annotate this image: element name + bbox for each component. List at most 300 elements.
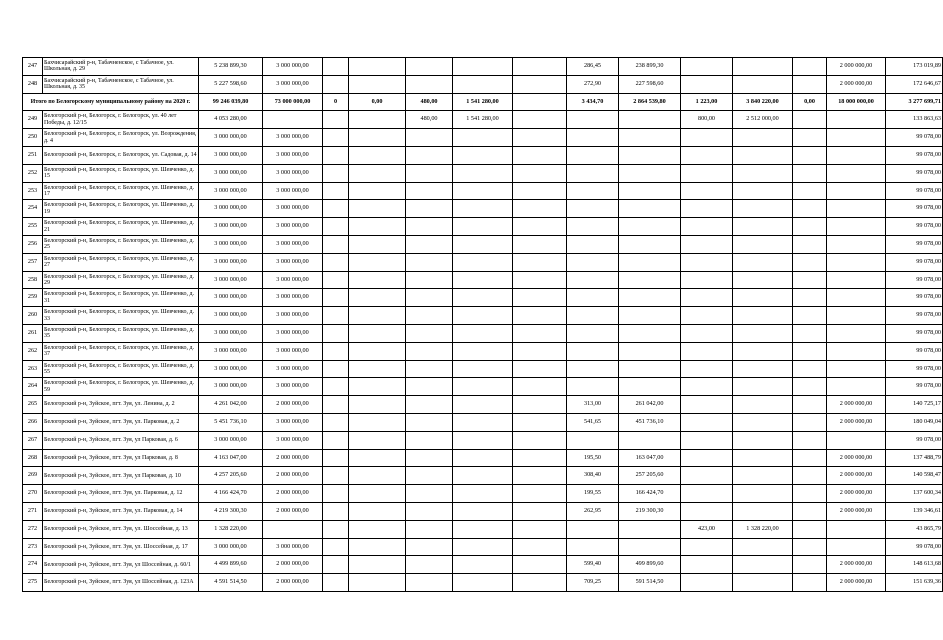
value-cell: 2 000 000,00 [827,556,886,574]
value-cell: 3 000 000,00 [199,218,263,236]
value-cell [733,538,793,556]
value-cell [733,378,793,396]
row-number: 248 [23,75,43,93]
value-cell [513,182,567,200]
value-cell: 3 000 000,00 [263,324,323,342]
value-cell: 3 000 000,00 [263,58,323,76]
address-cell: Белогорский р-н, Белогорск, г. Белогорск, ул. Шевченко, д. 59 [43,378,199,396]
value-cell: 3 000 000,00 [199,164,263,182]
value-cell [567,431,619,449]
value-cell: 199,55 [567,485,619,503]
row-number: 250 [23,129,43,147]
row-number: 261 [23,324,43,342]
value-cell [793,342,827,360]
value-cell: 2 000 000,00 [263,467,323,485]
value-cell: 238 899,30 [619,58,681,76]
value-cell: 5 238 899,30 [199,58,263,76]
value-cell [513,235,567,253]
value-cell: 3 000 000,00 [199,182,263,200]
value-cell [323,485,349,503]
value-cell: 591 514,50 [619,574,681,592]
value-cell [513,75,567,93]
value-cell [513,324,567,342]
value-cell: 163 047,00 [619,449,681,467]
value-cell: 3 000 000,00 [263,360,323,378]
value-cell [453,164,513,182]
value-cell [681,378,733,396]
value-cell: 1 541 280,00 [453,111,513,129]
value-cell [349,129,406,147]
value-cell: 800,00 [681,111,733,129]
value-cell [733,182,793,200]
value-cell: 2 000 000,00 [263,485,323,503]
value-cell [619,342,681,360]
value-cell [323,360,349,378]
value-cell [793,520,827,538]
value-cell [733,342,793,360]
value-cell [513,146,567,164]
row-number: 273 [23,538,43,556]
value-cell: 139 346,61 [886,502,943,520]
value-cell [453,324,513,342]
value-cell [827,271,886,289]
value-cell: 451 736,10 [619,413,681,431]
value-cell [406,449,453,467]
value-cell [681,485,733,503]
value-cell: 5 227 598,60 [199,75,263,93]
value-cell [733,396,793,414]
value-cell [827,182,886,200]
address-cell: Белогорский р-н, Белогорск, г. Белогорск, ул. Садовая, д. 14 [43,146,199,164]
value-cell: 99 078,00 [886,218,943,236]
row-number: 253 [23,182,43,200]
row-number: 268 [23,449,43,467]
value-cell [793,449,827,467]
row-number: 271 [23,502,43,520]
value-cell: 257 205,60 [619,467,681,485]
value-cell: 4 053 280,00 [199,111,263,129]
value-cell [793,574,827,592]
value-cell: 2 000 000,00 [827,574,886,592]
value-cell [513,502,567,520]
value-cell: 261 042,00 [619,396,681,414]
value-cell: 137 600,34 [886,485,943,503]
table-row [23,378,943,396]
value-cell [323,289,349,307]
value-cell [681,182,733,200]
value-cell: 272,90 [567,75,619,93]
value-cell: 3 000 000,00 [263,413,323,431]
value-cell [453,146,513,164]
value-cell [453,431,513,449]
address-cell: Белогорский р-н, Зуйское, пгт. Зуя, ул. Шоссейная, д. 17 [43,538,199,556]
value-cell [567,289,619,307]
value-cell [513,396,567,414]
address-cell: Белогорский р-н, Зуйское, пгт. Зуя, ул. Шоссейная, д. 13 [43,520,199,538]
row-number: 269 [23,467,43,485]
value-cell [733,307,793,325]
address-cell: Белогорский р-н, Белогорск, г. Белогорск, ул. Шевченко, д. 33 [43,307,199,325]
address-cell: Белогорский р-н, Белогорск, г. Белогорск, ул. Шевченко, д. 31 [43,289,199,307]
value-cell [453,342,513,360]
value-cell [349,520,406,538]
value-cell [827,538,886,556]
value-cell: 99 078,00 [886,182,943,200]
value-cell [567,271,619,289]
value-cell [349,253,406,271]
address-cell: Белогорский р-н, Белогорск, г. Белогорск, ул. 40 лет Победы, д. 12/15 [43,111,199,129]
table-row [23,520,943,538]
value-cell [681,342,733,360]
value-cell [567,378,619,396]
value-cell [733,431,793,449]
value-cell [406,146,453,164]
table-row [23,467,943,485]
value-cell: 3 000 000,00 [199,360,263,378]
row-number: 267 [23,431,43,449]
value-cell: 99 078,00 [886,253,943,271]
value-cell [323,218,349,236]
value-cell [513,556,567,574]
value-cell: 3 000 000,00 [263,538,323,556]
row-number: 262 [23,342,43,360]
value-cell [406,485,453,503]
value-cell: 3 000 000,00 [263,253,323,271]
value-cell: 286,45 [567,58,619,76]
value-cell [681,556,733,574]
value-cell: 3 000 000,00 [263,182,323,200]
value-cell [349,502,406,520]
value-cell: 43 865,79 [886,520,943,538]
value-cell [349,271,406,289]
value-cell [619,520,681,538]
address-cell: Белогорский р-н, Белогорск, г. Белогорск, ул. Шевченко, д. 25 [43,235,199,253]
value-cell [323,307,349,325]
value-cell [349,289,406,307]
table-row [23,574,943,592]
row-number: 252 [23,164,43,182]
row-number: 257 [23,253,43,271]
value-cell: 2 000 000,00 [827,58,886,76]
value-cell: 2 864 539,80 [619,93,681,111]
value-cell [619,271,681,289]
value-cell [513,485,567,503]
value-cell [513,342,567,360]
value-cell [513,360,567,378]
value-cell [793,378,827,396]
value-cell [827,235,886,253]
value-cell [406,431,453,449]
value-cell: 99 078,00 [886,307,943,325]
value-cell [619,235,681,253]
value-cell [681,164,733,182]
value-cell: 2 000 000,00 [263,502,323,520]
value-cell [827,164,886,182]
value-cell: 3 000 000,00 [199,289,263,307]
value-cell [349,556,406,574]
value-cell [323,271,349,289]
value-cell: 3 000 000,00 [199,538,263,556]
address-cell: Белогорский р-н, Зуйское, пгт. Зуя, ул. Парковая, д. 2 [43,413,199,431]
row-number: 263 [23,360,43,378]
value-cell [349,396,406,414]
value-cell [733,574,793,592]
value-cell: 3 000 000,00 [199,146,263,164]
value-cell: 2 000 000,00 [263,556,323,574]
address-cell: Белогорский р-н, Белогорск, г. Белогорск, ул. Шевченко, д. 37 [43,342,199,360]
value-cell [827,307,886,325]
value-cell [453,396,513,414]
value-cell: 2 000 000,00 [263,396,323,414]
value-cell [323,502,349,520]
value-cell [681,289,733,307]
value-cell [349,218,406,236]
value-cell [349,485,406,503]
value-cell [263,520,323,538]
value-cell: 2 000 000,00 [827,413,886,431]
value-cell [406,218,453,236]
value-cell [349,342,406,360]
value-cell [323,129,349,147]
value-cell: 423,00 [681,520,733,538]
value-cell: 99 078,00 [886,431,943,449]
value-cell: 541,65 [567,413,619,431]
value-cell [793,396,827,414]
value-cell: 180 049,04 [886,413,943,431]
value-cell [406,75,453,93]
value-cell [681,307,733,325]
value-cell: 137 488,79 [886,449,943,467]
value-cell [323,253,349,271]
value-cell [681,218,733,236]
value-cell [406,467,453,485]
value-cell [619,324,681,342]
value-cell [827,289,886,307]
value-cell: 0 [323,93,349,111]
value-cell [733,502,793,520]
value-cell: 4 261 042,00 [199,396,263,414]
value-cell: 99 246 039,80 [199,93,263,111]
value-cell [453,218,513,236]
value-cell: 1 223,00 [681,93,733,111]
value-cell [323,182,349,200]
value-cell: 3 000 000,00 [263,75,323,93]
value-cell [513,218,567,236]
value-cell [827,342,886,360]
value-cell [827,218,886,236]
value-cell: 3 000 000,00 [263,129,323,147]
value-cell [453,378,513,396]
value-cell: 18 000 000,00 [827,93,886,111]
value-cell [513,164,567,182]
table-row [23,218,943,236]
value-cell [406,182,453,200]
value-cell [513,378,567,396]
table-row [23,235,943,253]
value-cell: 3 000 000,00 [263,235,323,253]
value-cell: 99 078,00 [886,146,943,164]
value-cell: 99 078,00 [886,235,943,253]
value-cell [349,467,406,485]
value-cell [406,342,453,360]
value-cell [453,129,513,147]
value-cell: 219 300,30 [619,502,681,520]
value-cell [323,520,349,538]
value-cell [733,200,793,218]
value-cell [453,520,513,538]
value-cell [733,467,793,485]
value-cell [406,200,453,218]
value-cell [349,75,406,93]
value-cell [323,324,349,342]
row-number: 256 [23,235,43,253]
address-cell: Белогорский р-н, Белогорск, г. Белогорск, ул. Шевченко, д. 17 [43,182,199,200]
value-cell [681,253,733,271]
value-cell [349,360,406,378]
value-cell [827,520,886,538]
value-cell [406,324,453,342]
address-cell: Белогорский р-н, Белогорск, г. Белогорск, ул. Шевченко, д. 27 [43,253,199,271]
address-cell: Бахчисарайский р-н, Табачненское, с Табачное, ул. Школьная, д. 35 [43,75,199,93]
value-cell [453,235,513,253]
value-cell [406,520,453,538]
value-cell [567,146,619,164]
value-cell [793,538,827,556]
table-row [23,146,943,164]
value-cell [793,129,827,147]
value-cell [323,146,349,164]
value-cell [323,164,349,182]
value-cell [793,58,827,76]
value-cell [453,58,513,76]
table-row [23,342,943,360]
value-cell [619,307,681,325]
table-row [23,360,943,378]
value-cell [513,574,567,592]
value-cell [681,129,733,147]
registry-table [22,57,943,592]
value-cell [793,164,827,182]
value-cell [349,111,406,129]
value-cell: 4 219 300,30 [199,502,263,520]
value-cell [406,164,453,182]
value-cell [453,485,513,503]
value-cell [323,342,349,360]
total-label: Итого по Белогорскому муниципальному району на 2020 г. [23,93,199,111]
value-cell [323,58,349,76]
value-cell [323,431,349,449]
value-cell [827,146,886,164]
table-row [23,253,943,271]
value-cell [323,111,349,129]
row-number: 266 [23,413,43,431]
value-cell: 4 163 047,00 [199,449,263,467]
value-cell [793,200,827,218]
value-cell: 3 000 000,00 [263,271,323,289]
value-cell [733,289,793,307]
table-row [23,485,943,503]
value-cell [406,253,453,271]
value-cell [323,449,349,467]
value-cell: 173 019,89 [886,58,943,76]
value-cell [793,556,827,574]
table-row [23,129,943,147]
value-cell [793,111,827,129]
address-cell: Белогорский р-н, Зуйское, пгт. Зуя, ул Парковая, д. 8 [43,449,199,467]
value-cell [513,413,567,431]
value-cell [619,146,681,164]
value-cell: 3 277 699,71 [886,93,943,111]
table-row [23,307,943,325]
row-number: 251 [23,146,43,164]
value-cell [349,235,406,253]
table-row [23,182,943,200]
address-cell: Белогорский р-н, Зуйское, пгт. Зуя, ул. Парковая, д. 12 [43,485,199,503]
value-cell [793,485,827,503]
address-cell: Белогорский р-н, Белогорск, г. Белогорск, ул. Шевченко, д. 15 [43,164,199,182]
address-cell: Белогорский р-н, Зуйское, пгт. Зуя, ул Парковая, д. 6 [43,431,199,449]
value-cell [406,235,453,253]
table-row [23,164,943,182]
value-cell [349,413,406,431]
value-cell [793,413,827,431]
value-cell [827,360,886,378]
value-cell [681,396,733,414]
value-cell [453,538,513,556]
value-cell [453,307,513,325]
value-cell [567,182,619,200]
value-cell [681,502,733,520]
value-cell [793,218,827,236]
value-cell: 308,40 [567,467,619,485]
value-cell [733,556,793,574]
value-cell [406,58,453,76]
value-cell: 99 078,00 [886,538,943,556]
value-cell [513,58,567,76]
value-cell: 99 078,00 [886,200,943,218]
value-cell [323,396,349,414]
value-cell [793,324,827,342]
table-row [23,324,943,342]
value-cell: 3 840 220,00 [733,93,793,111]
value-cell [349,538,406,556]
value-cell [453,200,513,218]
value-cell [681,413,733,431]
value-cell: 166 424,70 [619,485,681,503]
value-cell [453,556,513,574]
value-cell: 3 000 000,00 [263,218,323,236]
value-cell [567,360,619,378]
value-cell: 99 078,00 [886,378,943,396]
value-cell [681,146,733,164]
value-cell: 1 328 220,00 [199,520,263,538]
table-row [23,58,943,76]
address-cell: Бахчисарайский р-н, Табачненское, с Табачное, ул. Школьная, д. 29 [43,58,199,76]
value-cell [827,431,886,449]
row-number: 260 [23,307,43,325]
value-cell [567,307,619,325]
value-cell [349,574,406,592]
value-cell [406,413,453,431]
value-cell [406,378,453,396]
value-cell [827,324,886,342]
value-cell [453,502,513,520]
table-row [23,396,943,414]
value-cell [453,467,513,485]
address-cell: Белогорский р-н, Белогорск, г. Белогорск, ул. Шевченко, д. 19 [43,200,199,218]
value-cell [619,200,681,218]
value-cell [513,307,567,325]
